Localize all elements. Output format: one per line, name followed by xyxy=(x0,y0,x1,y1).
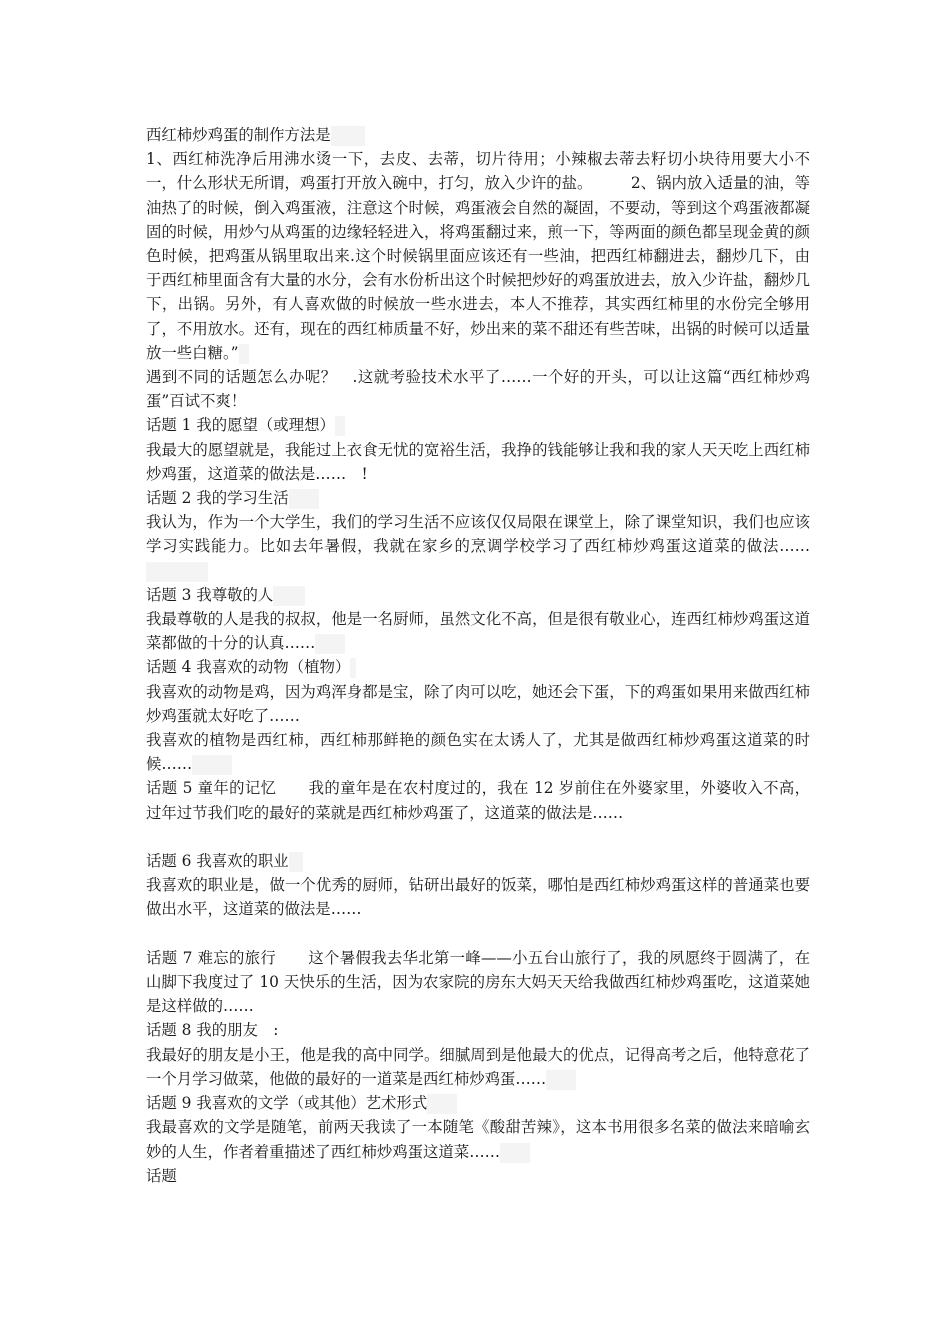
topic-heading-inline: 话题 7 难忘的旅行 这个暑假我去华北第一峰——小五台山旅行了，我的夙愿终于圆满了，在山脚下我度过了 10 天快乐的生活，因为农家院的房东大妈天天给我做西红柿炒鸡蛋吃，这道菜她是这样做的…… xyxy=(146,948,810,1016)
topic-heading-inline: 话题 5 童年的记忆 我的童年是在农村度过的，我在 12 岁前住在外婆家里，外婆收入不高，过年过节我们吃的最好的菜就是西红柿炒鸡蛋了，这道菜的做法是…… xyxy=(146,779,810,822)
topic-body: 我最尊敬的人是我的叔叔，他是一名厨师，虽然文化不高，但是很有敬业心，连西红柿炒鸡蛋这道菜都做的十分的认真…… xyxy=(146,610,810,653)
topic-heading: 话题 6 我喜欢的职业 xyxy=(146,849,810,873)
topic-heading: 话题 9 我喜欢的文学（或其他）艺术形式 xyxy=(146,1091,810,1115)
topic-body: 我喜欢的动物是鸡，因为鸡浑身都是宝，除了肉可以吃，她还会下蛋，下的鸡蛋如果用来做西红柿炒鸡蛋就太好吃了…… xyxy=(146,682,810,725)
document-body xyxy=(146,123,810,1188)
topic-heading: 话题 4 我喜欢的动物（植物） xyxy=(146,655,810,679)
trailing-heading: 话题 xyxy=(146,1166,177,1185)
topic-heading: 话题 8 我的朋友 : xyxy=(146,1021,279,1040)
topic-body: 我最喜欢的文学是随笔，前两天我读了一本随笔《酸甜苦辣》，这本书用很多名菜的做法来暗喻玄妙的人生，作者着重描述了西红柿炒鸡蛋这道菜…… xyxy=(146,1118,810,1161)
topic-body: 我认为，作为一个大学生，我们的学习生活不应该仅仅局限在课堂上，除了课堂知识，我们也应该学习实践能力。比如去年暑假，我就在家乡的烹调学校学习了西红柿炒鸡蛋这道菜的做法…… xyxy=(146,510,810,583)
topic-body: 我喜欢的职业是，做一个优秀的厨师，钻研出最好的饭菜，哪怕是西红柿炒鸡蛋这样的普通菜也要做出水平，这道菜的做法是…… xyxy=(146,876,810,919)
recipe-paragraph: 1、西红柿洗净后用沸水烫一下，去皮、去蒂，切片待用；小辣椒去蒂去籽切小块待用要大小不一，什么形状无所谓，鸡蛋打开放入碗中，打匀，放入少许的盐。 2、锅内放入适量的油，等油热了的时候，倒入鸡蛋液，注意这个时候，鸡蛋液会自然的凝固，不要动，等到这个鸡蛋液都凝固的时候，用炒勺从鸡蛋的边缘轻轻进入，将鸡蛋翻过来，煎一下，等两面的颜色都呈现金黄的颜色时候，把鸡蛋从锅里取出来.这个时候锅里面应该还有一些油，把西红柿翻进去，翻炒几下，由于西红柿里面含有大量的水分，会有水份析出这个时候把炒好的鸡蛋放进去，放入少许盐，翻炒几下，出锅。另外，有人喜欢做的时候放一些水进去，本人不推荐，其实西红柿里的水份完全够用了，不用放水。还有，现在的西红柿质量不好，炒出来的菜不甜还有些苦味，出锅的时候可以适量放一些白糖。” xyxy=(146,150,810,362)
topic-body: 我最大的愿望就是，我能过上衣食无忧的宽裕生活，我挣的钱能够让我和我的家人天天吃上西红柿炒鸡蛋，这道菜的做法是…… ! xyxy=(146,440,810,483)
intro-paragraph: 遇到不同的话题怎么办呢？ .这就考验技术水平了……一个好的开头，可以让这篇“西红柿炒鸡蛋”百试不爽！ xyxy=(146,368,810,411)
spacer xyxy=(146,922,810,946)
topic-heading: 话题 3 我尊敬的人 xyxy=(146,583,810,607)
document-title: 西红柿炒鸡蛋的制作方法是 xyxy=(146,123,810,147)
topic-body: 我最好的朋友是小王，他是我的高中同学。细腻周到是他最大的优点，记得高考之后，他特意花了一个月学习做菜，他做的最好的一道菜是西红柿炒鸡蛋…… xyxy=(146,1045,810,1088)
topic-body-secondary: 我喜欢的植物是西红柿，西红柿那鲜艳的颜色实在太诱人了，尤其是做西红柿炒鸡蛋这道菜的时候…… xyxy=(146,731,810,774)
spacer xyxy=(146,825,810,849)
topic-heading: 话题 1 我的愿望（或理想） xyxy=(146,413,810,437)
topic-heading: 话题 2 我的学习生活 xyxy=(146,486,810,510)
